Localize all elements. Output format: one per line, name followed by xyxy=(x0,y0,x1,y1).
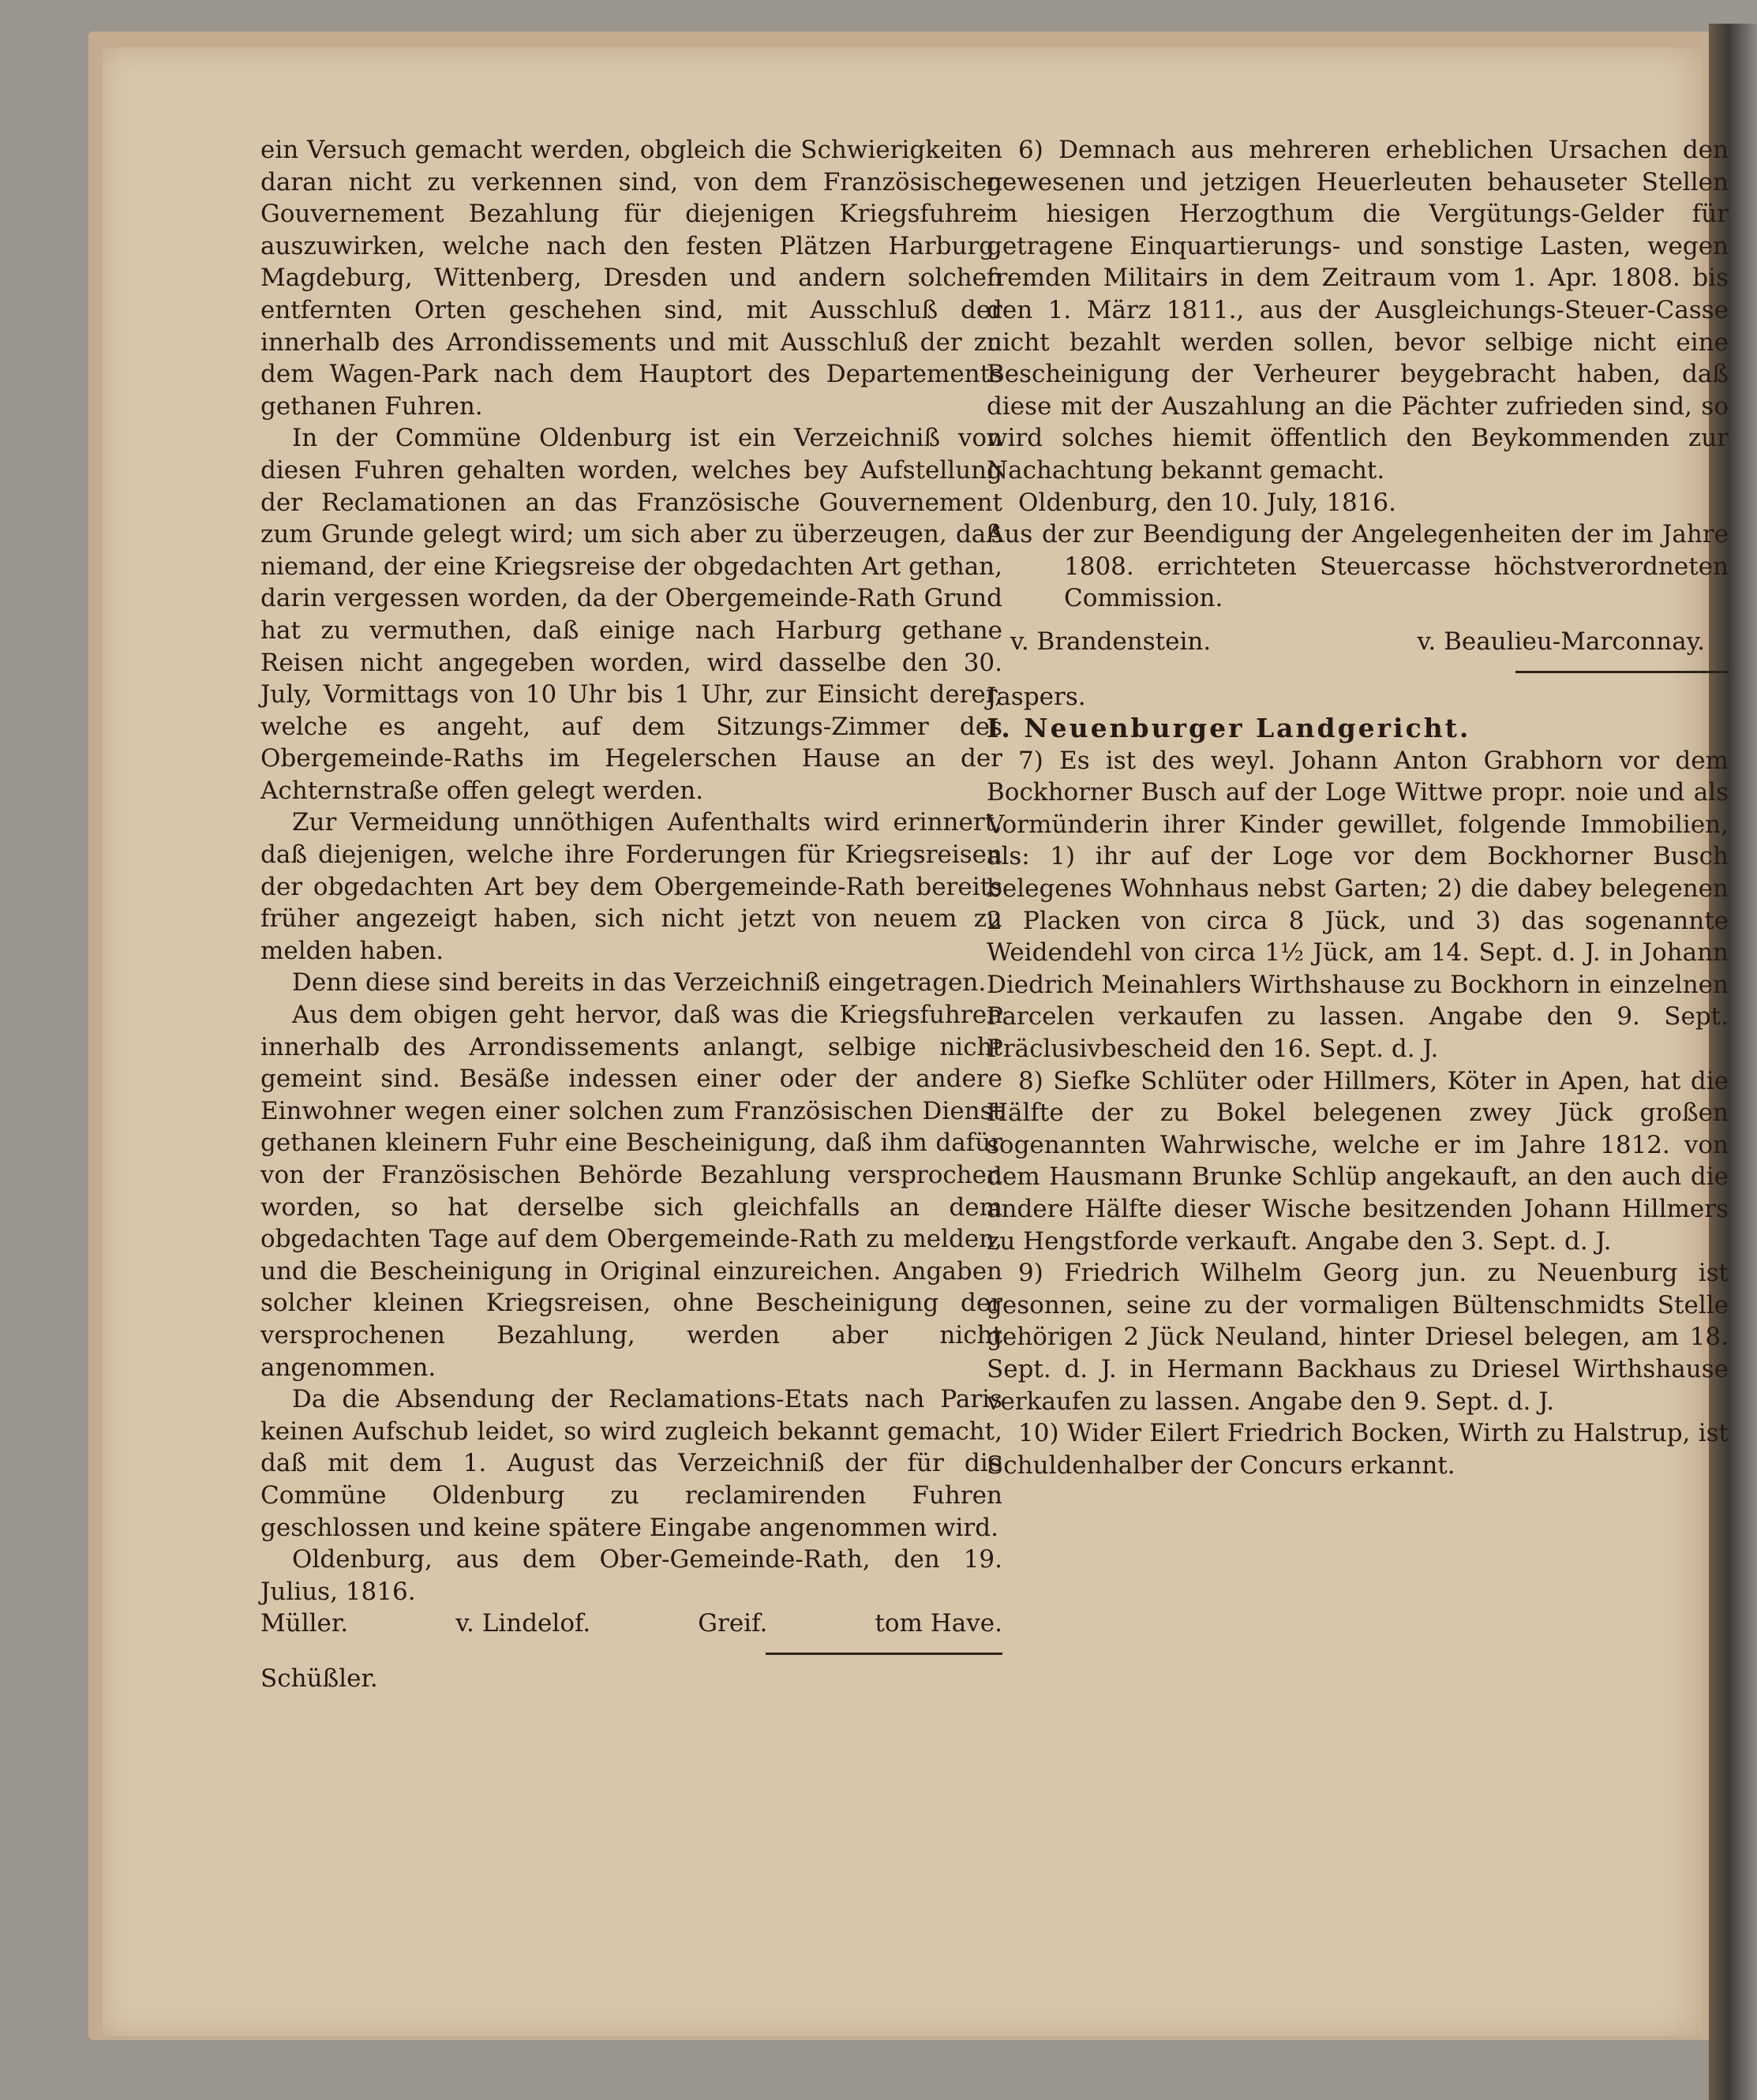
signer: Müller. xyxy=(260,1609,349,1638)
left-dateline: Oldenburg, aus dem Ober-Gemeinde-Rath, den 19. Julius, 1816. xyxy=(260,1545,1002,1606)
left-paragraph-3: Zur Vermeidung unnöthigen Aufenthalts wird erinnert, daß diejenigen, welche ihre Forderungen für Kriegsreisen der obgedachten Art bey dem Obergemeinde-Rath bereits früher angezeigt haben, sich nicht jetzt von neuem zu melden haben. xyxy=(260,808,1002,965)
notice-10: 10) Wider Eilert Friedrich Bocken, Wirth zu Halstrup, ist Schuldenhalber der Concurs erkannt. xyxy=(987,1419,1729,1480)
right-secretary: Jaspers. xyxy=(987,682,1086,711)
right-dateline: Oldenburg, den 10. July, 1816. xyxy=(1018,488,1396,517)
notice-6: 6) Demnach aus mehreren erheblichen Ursachen den gewesenen und jetzigen Heuerleuten behauseter Stellen im hiesigen Herzogthum die Vergütungs-Gelder für getragene Einquartierungs- und sonstige Lasten, wegen fremden Militairs in dem Zeitraum vom 1. Apr. 1808. bis den 1. März 1811., aus der Ausgleichungs-Steuer-Casse nicht bezahlt werden sollen, bevor selbige nicht eine Bescheinigung der Verheurer beygebracht haben, daß diese mit der Auszahlung an die Pächter zufrieden sind, so wird solches hiemit öffentlich den Beykommenden zur Nachachtung bekannt gemacht. xyxy=(987,136,1729,485)
left-column xyxy=(260,134,1002,1695)
left-paragraph-5: Aus dem obigen geht hervor, daß was die Kriegsfuhren innerhalb des Arrondissements anlangt, selbige nicht gemeint sind. Besäße indessen einer oder der andere Einwohner wegen einer solchen zum Französischen Dienst gethanen kleinern Fuhr eine Bescheinigung, daß ihm dafür von der Französischen Behörde Bezahlung versprochen worden, so hat derselbe sich gleichfalls an dem obgedachten Tage auf dem Obergemeinde-Rath zu melden, und die Bescheinigung in Original einzureichen. Angaben solcher kleinen Kriegsreisen, ohne Bescheinigung der versprochenen Bezahlung, werden aber nicht angenommen. xyxy=(260,1001,1002,1382)
notice-7: 7) Es ist des weyl. Johann Anton Grabhorn vor dem Bockhorner Busch auf der Loge Wittwe propr. noie und als Vormünderin ihrer Kinder gewillet, folgende Immobilien, als: 1) ihr auf der Loge vor dem Bockhorner Busch belegenes Wohnhaus nebst Garten; 2) die dabey belegenen 2 Placken von circa 8 Jück, und 3) das sogenannte Weidendehl von circa 1½ Jück, am 14. Sept. d. J. in Johann Diedrich Meinahlers Wirthshause zu Bockhorn in einzelnen Parcelen verkaufen zu lassen. Angabe den 9. Sept. Präclusivbescheid den 16. Sept. d. J. xyxy=(987,746,1729,1064)
left-secretary: Schüßler. xyxy=(260,1664,378,1693)
right-column xyxy=(987,134,1729,1481)
left-paragraph-4: Denn diese sind bereits in das Verzeichniß eingetragen. xyxy=(292,968,987,998)
commission-authority: Aus der zur Beendigung der Angelegenheiten der im Jahre 1808. errichteten Steuercasse höchstverordneten Commission. xyxy=(987,520,1729,613)
signer: v. Brandenstein. xyxy=(1010,627,1212,656)
notice-8: 8) Siefke Schlüter oder Hillmers, Köter in Apen, hat die Hälfte der zu Bokel belegenen zwey Jück großen sogenannten Wahrwische, welche er im Jahre 1812. von dem Hausmann Brunke Schlüp angekauft, an den auch die andere Hälfte dieser Wische besitzenden Johann Hillmers zu Hengstforde verkauft. Angabe den 3. Sept. d. J. xyxy=(987,1066,1729,1256)
notice-9: 9) Friedrich Wilhelm Georg jun. zu Neuenburg ist gesonnen, seine zu der vormaligen Bültenschmidts Stelle gehörigen 2 Jück Neuland, hinter Driesel belegen, am 18. Sept. d. J. in Hermann Backhaus zu Driesel Wirthshause verkaufen zu lassen. Angabe den 9. Sept. d. J. xyxy=(987,1259,1729,1416)
signer: v. Beaulieu-Marconnay. xyxy=(1417,627,1705,656)
signer: Greif. xyxy=(698,1609,768,1638)
left-paragraph-1: ein Versuch gemacht werden, obgleich die Schwierigkeiten daran nicht zu verkennen sind, von dem Französischen Gouvernement Bezahlung für diejenigen Kriegsfuhren auszuwirken, welche nach den festen Plätzen Harburg, Magdeburg, Wittenberg, Dresden und andern solchen entfernten Orten geschehen sind, mit Ausschluß der innerhalb des Arrondissements und mit Ausschluß der zu dem Wagen-Park nach dem Hauptort des Departements gethanen Fuhren. xyxy=(260,136,1002,421)
signature-rule xyxy=(1515,671,1729,673)
signature-rule xyxy=(766,1653,1002,1655)
section-title: I. Neuenburger Landgericht. xyxy=(987,713,1471,744)
left-signers xyxy=(260,1608,1002,1640)
left-paragraph-6: Da die Absendung der Reclamations-Etats nach Paris keinen Aufschub leidet, so wird zugleich bekannt gemacht, daß mit dem 1. August das Verzeichniß der für die Commüne Oldenburg zu reclamirenden Fuhren geschlossen und keine spätere Eingabe angenommen wird. xyxy=(260,1385,1002,1542)
left-paragraph-2: In der Commüne Oldenburg ist ein Verzeichniß von diesen Fuhren gehalten worden, welches bey Aufstellung der Reclamationen an das Französische Gouvernement zum Grunde gelegt wird; um sich aber zu überzeugen, daß niemand, der eine Kriegsreise der obgedachten Art gethan, darin vergessen worden, da der Obergemeinde-Rath Grund hat zu vermuthen, daß einige nach Harburg gethane Reisen nicht angegeben worden, wird dasselbe den 30. July, Vormittags von 10 Uhr bis 1 Uhr, zur Einsicht derer, welche es angeht, auf dem Sitzungs-Zimmer des Obergemeinde-Raths im Hegelerschen Hause an der Achternstraße offen gelegt werden. xyxy=(260,424,1002,805)
right-signers xyxy=(987,626,1729,658)
signer: v. Lindelof. xyxy=(455,1609,591,1638)
signer: tom Have. xyxy=(875,1609,1002,1638)
